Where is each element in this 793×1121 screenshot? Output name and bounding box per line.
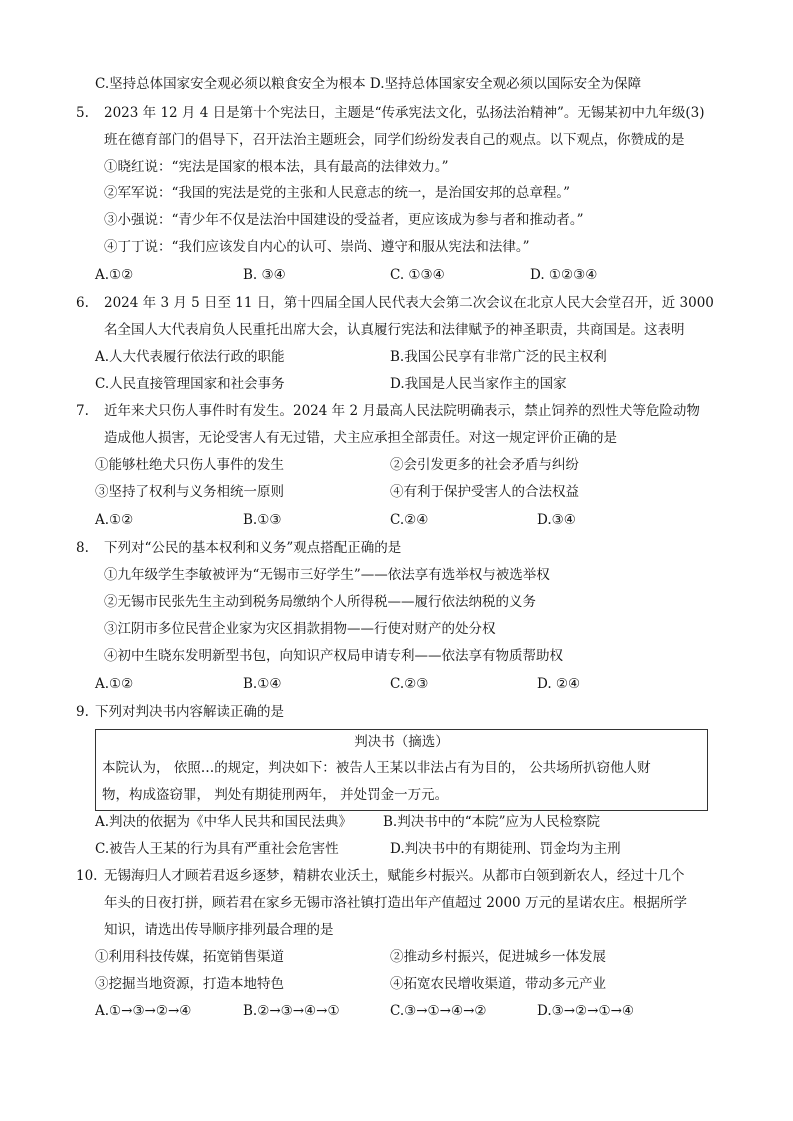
q9-stem: 下列对判决书内容解读正确的是 (95, 704, 284, 720)
q8-option-b: B.①④ (243, 676, 282, 692)
q10-option-a: A.①→③→②→④ (95, 1003, 192, 1019)
q7-stem-line1: 近年来犬只伤人事件时有发生。2024 年 2 月最高人民法院明确表示，禁止饲养的烈性犬等危险动物 (104, 403, 700, 419)
q9-option-b: B.判决书中的“本院”应为人民检察院 (383, 814, 601, 830)
q8-number: 8. (76, 540, 89, 556)
judgment-box-title: 判决书（摘选） (354, 734, 449, 750)
q10-option-d: D.③→②→①→④ (537, 1003, 634, 1019)
q7-item-4: ④有利于保护受害人的合法权益 (390, 484, 579, 500)
q5-number: 5. (76, 105, 89, 121)
q6-option-a: A.人大代表履行依法行政的职能 (95, 349, 285, 365)
q7-item-3: ③坚持了权利与义务相统一原则 (95, 484, 284, 500)
q8-item: ④初中生晓东发明新型书包，向知识产权局申请专利——依法享有物质帮助权 (104, 648, 563, 664)
q5-item: ②军军说：“我国的宪法是党的主张和人民意志的统一，是治国安邦的总章程。” (104, 185, 571, 201)
q8-option-a: A.①② (95, 676, 134, 692)
q5-item: ④丁丁说：“我们应该发自内心的认可、崇尚、遵守和服从宪法和法律。” (104, 239, 530, 255)
q9-option-d: D.判决书中的有期徒刑、罚金均为主刑 (390, 841, 621, 857)
q8-item: ①九年级学生李敏被评为“无锡市三好学生”——依法享有选举权与被选举权 (104, 567, 550, 583)
q7-stem-line2: 造成他人损害，无论受害人有无过错，犬主应承担全部责任。对这一规定评价正确的是 (104, 430, 617, 446)
judgment-excerpt-box (95, 729, 708, 811)
q7-item-1: ①能够杜绝犬只伤人事件的发生 (95, 457, 284, 473)
q10-item-4: ④拓宽农民增收渠道，带动多元产业 (390, 976, 606, 992)
q6-option-b: B.我国公民享有非常广泛的民主权利 (390, 349, 607, 365)
q5-item: ③小强说：“青少年不仅是法治中国建设的受益者，更应该成为参与者和推动者。” (104, 212, 584, 228)
q5-option-a: A.①② (95, 267, 134, 283)
q7-option-c: C.②④ (390, 512, 429, 528)
q10-item-2: ②推动乡村振兴，促进城乡一体发展 (390, 949, 606, 965)
q6-stem-line1: 2024 年 3 月 5 日至 11 日，第十四届全国人民代表大会第二次会议在北京人民大会堂召开，近 3000 (104, 295, 714, 311)
q5-stem-line1: 2023 年 12 月 4 日是第十个宪法日，主题是“传承宪法文化，弘扬法治精神”。无锡某初中九年级(3) (104, 105, 705, 121)
q10-stem-line3: 知识，请选出传导顺序排列最合理的是 (104, 922, 334, 938)
q8-item: ②无锡市民张先生主动到税务局缴纳个人所得税——履行依法纳税的义务 (104, 594, 536, 610)
q5-item: ①晓红说：“宪法是国家的根本法，具有最高的法律效力。” (104, 159, 449, 175)
judgment-box-line2: 物，构成盗窃罪， 判处有期徒刑两年， 并处罚金一万元。 (102, 787, 449, 803)
q9-option-a: A.判决的依据为《中华人民共和国民法典》 (95, 814, 353, 830)
q7-option-d: D.③④ (537, 512, 576, 528)
q5-option-d: D. ①②③④ (530, 267, 598, 283)
judgment-box-line1: 本院认为， 依照…的规定，判决如下：被告人王某以非法占有为目的， 公共场所扒窃他人财 (102, 760, 651, 776)
q8-item: ③江阴市多位民营企业家为灾区捐款捐物——行使对财产的处分权 (104, 621, 496, 637)
q5-option-c: C. ①③④ (390, 267, 445, 283)
q7-option-b: B.①③ (243, 512, 282, 528)
q10-option-b: B.②→③→④→① (243, 1003, 340, 1019)
q8-option-c: C.②③ (390, 676, 429, 692)
q10-option-c: C.③→①→④→② (390, 1003, 487, 1019)
q7-option-a: A.①② (95, 512, 134, 528)
q8-option-d: D. ②④ (537, 676, 581, 692)
q9-number: 9. (76, 704, 89, 720)
q10-item-3: ③挖掘当地资源，打造本地特色 (95, 976, 284, 992)
q5-stem-line2: 班在德育部门的倡导下，召开法治主题班会，同学们纷纷发表自己的观点。以下观点，你赞成的是 (104, 132, 685, 148)
q10-stem-line2: 年头的日夜打拼，顾若君在家乡无锡市洛社镇打造出年产值超过 2000 万元的星诺农庄。根据所学 (104, 895, 687, 911)
q6-option-c: C.人民直接管理国家和社会事务 (95, 376, 285, 392)
q10-number: 10. (76, 868, 98, 884)
q8-stem: 下列对“公民的基本权利和义务”观点搭配正确的是 (104, 540, 402, 556)
q10-stem-line1: 无锡海归人才顾若君返乡逐梦，精耕农业沃土，赋能乡村振兴。从都市白领到新农人，经过十几个 (104, 868, 685, 884)
q7-item-2: ②会引发更多的社会矛盾与纠纷 (390, 457, 579, 473)
q9-option-c: C.被告人王某的行为具有严重社会危害性 (95, 841, 339, 857)
q10-item-1: ①利用科技传媒，拓宽销售渠道 (95, 949, 284, 965)
q5-option-b: B. ③④ (243, 267, 286, 283)
q4-options-cd: C.坚持总体国家安全观必须以粮食安全为根本 D.坚持总体国家安全观必须以国际安全为保障 (95, 76, 642, 92)
q7-number: 7. (76, 403, 89, 419)
q6-option-d: D.我国是人民当家作主的国家 (390, 376, 567, 392)
q6-stem-line2: 名全国人大代表肩负人民重托出席大会，认真履行宪法和法律赋予的神圣职责，共商国是。这表明 (104, 322, 685, 338)
q6-number: 6. (76, 295, 89, 311)
